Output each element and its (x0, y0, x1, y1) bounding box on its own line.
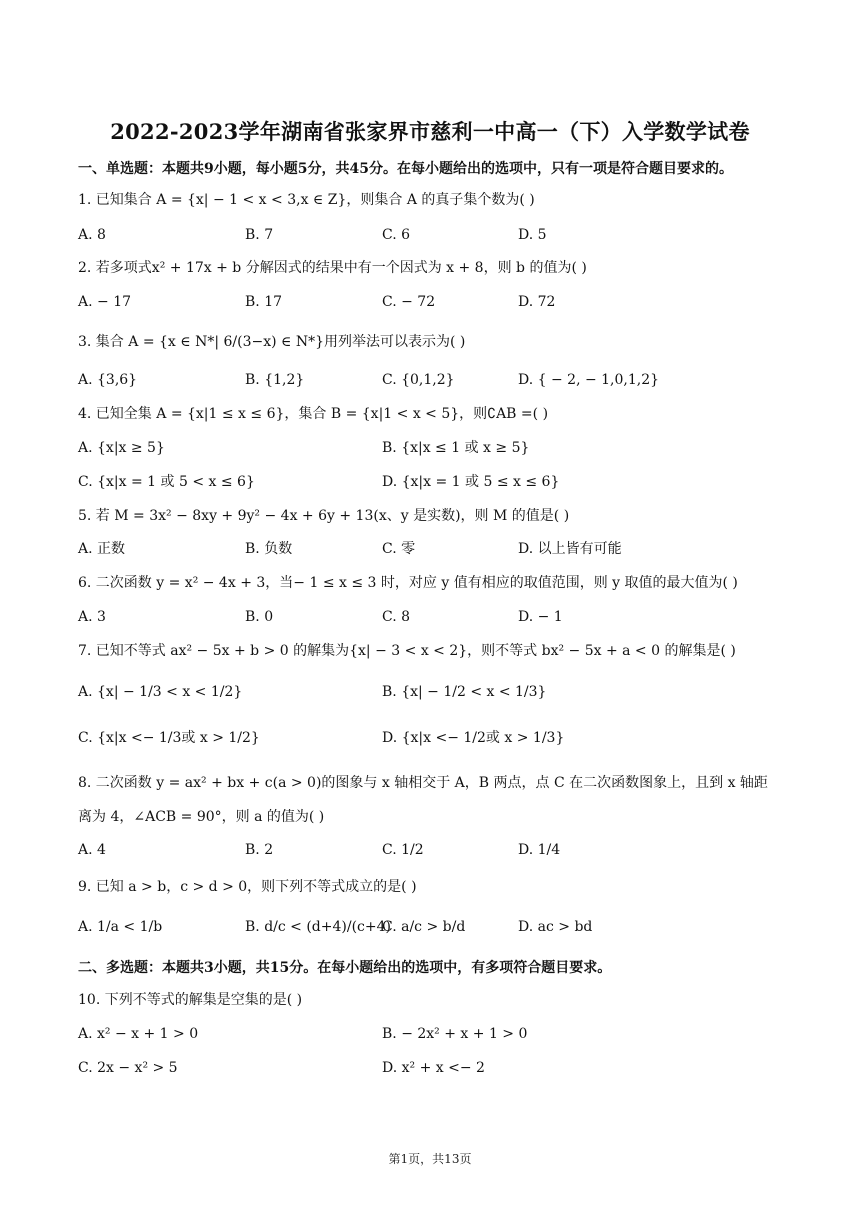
question-7-option-c: C. {x|x <− 1/3或 x > 1/2} (78, 730, 260, 746)
question-8-stem: 8. 二次函数 y = ax² + bx + c(a > 0)的图象与 x 轴相交于 A，B 两点，点 C 在二次函数图象上，且到 x 轴距离为 4，∠ACB = 90°，则 a 的值为( ) (78, 775, 768, 825)
page-number-footer: 第1页，共13页 (388, 1152, 472, 1166)
question-1-option-d: D. 5 (518, 227, 547, 243)
question-4-stem: 4. 已知全集 A = {x|1 ≤ x ≤ 6}，集合 B = {x|1 < x < 5}，则∁AB =( ) (78, 406, 549, 422)
question-6-option-b: B. 0 (245, 609, 274, 625)
question-7-option-b: B. {x| − 1/2 < x < 1/3} (382, 684, 547, 700)
question-5-stem: 5. 若 M = 3x² − 8xy + 9y² − 4x + 6y + 13(x、y 是实数)，则 M 的值是( ) (78, 508, 570, 524)
question-1-option-b: B. 7 (245, 227, 274, 243)
question-7-option-d: D. {x|x <− 1/2或 x > 1/3} (382, 730, 565, 746)
question-10-option-a: A. x² − x + 1 > 0 (78, 1026, 199, 1042)
question-10-option-d: D. x² + x <− 2 (382, 1060, 485, 1076)
question-9-option-c: C. a/c > b/d (382, 919, 466, 935)
question-8-option-d: D. 1/4 (518, 842, 561, 858)
question-5-option-a: A. 正数 (78, 541, 126, 557)
question-2-option-c: C. − 72 (382, 294, 436, 310)
section-heading-multiple-choice: 二、多选题：本题共3小题，共15分。在每小题给出的选项中，有多项符合题目要求。 (78, 960, 612, 976)
question-3-option-b: B. {1,2} (245, 372, 305, 388)
page-title: 2022-2023学年湖南省张家界市慈利一中高一（下）入学数学试卷 (110, 119, 750, 144)
question-3-option-a: A. {3,6} (78, 372, 138, 388)
question-9-option-b: B. d/c < (d+4)/(c+4) (245, 919, 391, 935)
question-5-option-d: D. 以上皆有可能 (518, 541, 622, 557)
question-6-option-c: C. 8 (382, 609, 411, 625)
question-1-option-a: A. 8 (78, 227, 106, 243)
question-5-option-b: B. 负数 (245, 541, 293, 557)
question-3-option-d: D. { − 2, − 1,0,1,2} (518, 372, 660, 388)
question-7-stem: 7. 已知不等式 ax² − 5x + b > 0 的解集为{x| − 3 < x < 2}，则不等式 bx² − 5x + a < 0 的解集是( ) (78, 643, 736, 659)
question-4-option-a: A. {x|x ≥ 5} (78, 440, 165, 456)
question-2-option-b: B. 17 (245, 294, 283, 310)
question-6-stem: 6. 二次函数 y = x² − 4x + 3，当− 1 ≤ x ≤ 3 时，对应 y 值有相应的取值范围，则 y 取值的最大值为( ) (78, 575, 738, 591)
question-6-option-d: D. − 1 (518, 609, 563, 625)
question-9-option-a: A. 1/a < 1/b (78, 919, 163, 935)
question-9-stem: 9. 已知 a > b，c > d > 0，则下列不等式成立的是( ) (78, 879, 417, 895)
question-2-option-d: D. 72 (518, 294, 556, 310)
question-6-option-a: A. 3 (78, 609, 106, 625)
question-10-option-c: C. 2x − x² > 5 (78, 1060, 178, 1076)
question-3-stem: 3. 集合 A = {x ∈ N*| 6/(3−x) ∈ N*}用列举法可以表示为( ) (78, 334, 466, 350)
question-2-stem: 2. 若多项式x² + 17x + b 分解因式的结果中有一个因式为 x + 8，则 b 的值为( ) (78, 260, 587, 276)
question-4-option-b: B. {x|x ≤ 1 或 x ≥ 5} (382, 440, 530, 456)
question-4-option-d: D. {x|x = 1 或 5 ≤ x ≤ 6} (382, 474, 560, 490)
question-9-option-d: D. ac > bd (518, 919, 593, 935)
question-4-option-c: C. {x|x = 1 或 5 < x ≤ 6} (78, 474, 255, 490)
question-8-option-c: C. 1/2 (382, 842, 424, 858)
question-5-option-c: C. 零 (382, 541, 416, 557)
question-1-option-c: C. 6 (382, 227, 411, 243)
question-10-option-b: B. − 2x² + x + 1 > 0 (382, 1026, 528, 1042)
question-1-stem: 1. 已知集合 A = {x| − 1 < x < 3,x ∈ Z}，则集合 A 的真子集个数为( ) (78, 192, 535, 208)
question-2-option-a: A. − 17 (78, 294, 132, 310)
question-3-option-c: C. {0,1,2} (382, 372, 455, 388)
question-8-option-a: A. 4 (78, 842, 106, 858)
section-heading-single-choice: 一、单选题：本题共9小题，每小题5分，共45分。在每小题给出的选项中，只有一项是符合题目要求的。 (78, 161, 733, 177)
question-7-option-a: A. {x| − 1/3 < x < 1/2} (78, 684, 243, 700)
question-10-stem: 10. 下列不等式的解集是空集的是( ) (78, 992, 303, 1008)
question-8-option-b: B. 2 (245, 842, 274, 858)
